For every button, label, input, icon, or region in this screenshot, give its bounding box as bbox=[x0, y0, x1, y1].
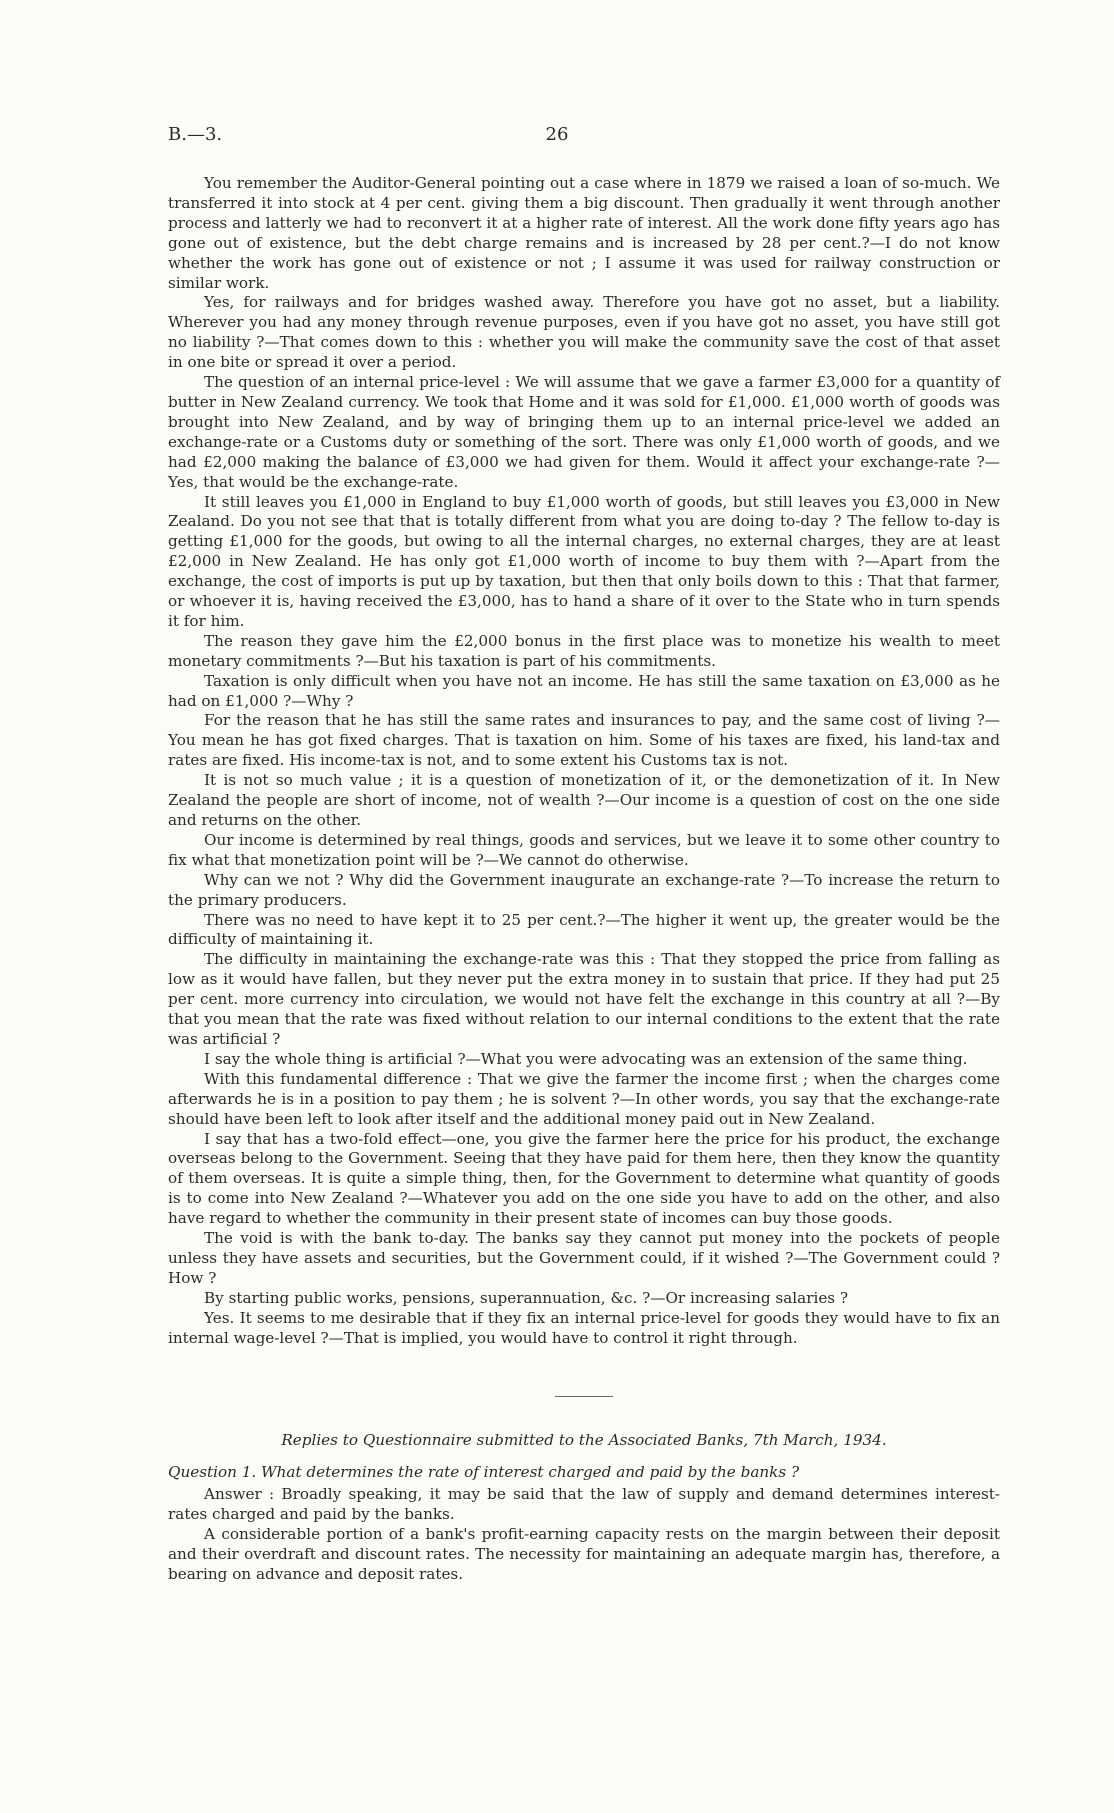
page-header bbox=[168, 124, 946, 150]
paragraph: The void is with the bank to-day. The banks say they cannot put money into the pockets of people unless they have assets and securities, but the Government could, if it wished ?—The Government could ? How ? bbox=[168, 1229, 1000, 1287]
section-title: Replies to Questionnaire submitted to the Associated Banks, 7th March, 1934. bbox=[281, 1431, 887, 1450]
paragraph: I say that has a two-fold effect—one, you give the farmer here the price for his product, the exchange overseas belong to the Government. Seeing that they have paid for them here, then they know the quantity of them overseas. It is quite a simple thing, then, for the Government to determine what quantity of goods is to come into New Zealand ?—Whatever you add on the one side you have to add on the other, and also have regard to whether the community in their present state of incomes can buy those goods. bbox=[168, 1129, 1000, 1228]
paragraph: It is not so much value ; it is a question of monetization of it, or the demonetization of it. In New Zealand the people are short of income, not of wealth ?—Our income is a question of cost on the one side and returns on the other. bbox=[168, 771, 1000, 829]
paragraph: I say the whole thing is artificial ?—What you were advocating was an extension of the same thing. bbox=[204, 1049, 968, 1068]
paragraph: Our income is determined by real things, goods and services, but we leave it to some other country to fix what that monetization point will be ?—We cannot do otherwise. bbox=[168, 830, 1000, 869]
paragraph: For the reason that he has still the same rates and insurances to pay, and the same cost of living ?—You mean he has got fixed charges. That is taxation on him. Some of his taxes are fixed, his land-tax and rates are fixed. His income-tax is not, and to some extent his Customs tax is not. bbox=[168, 711, 1000, 770]
paragraph: Why can we not ? Why did the Government inaugurate an exchange-rate ?—To increase the return to the primary producers. bbox=[168, 870, 1000, 909]
paragraph: You remember the Auditor-General pointing out a case where in 1879 we raised a loan of so-much. We transferred it into stock at 4 per cent. giving them a big discount. Then gradually it went through another process and latterly we had to reconvert it at a higher rate of interest. All the work done fifty years ago has gone out of existence, but the debt charge remains and is increased by 28 per cent.?—I do not know whether the work has gone out of existence or not ; I assume it was used for railway construction or similar work. bbox=[168, 174, 1000, 292]
paragraph: Answer : Broadly speaking, it may be said that the law of supply and demand determines interest-rates charged and paid by the banks. bbox=[168, 1485, 1000, 1524]
paragraph: Yes, for railways and for bridges washed away. Therefore you have got no asset, but a liability. Wherever you had any money through revenue purposes, even if you have got no asset, you have still got no liability ?—That comes down to this : whether you will make the community save the cost of that asset in one bite or spread it over a period. bbox=[168, 293, 1000, 372]
section-divider bbox=[555, 1396, 613, 1397]
paragraph: Taxation is only difficult when you have not an income. He has still the same taxation on £3,000 as he had on £1,000 ?—Why ? bbox=[168, 671, 1000, 710]
paragraph: The reason they gave him the £2,000 bonus in the first place was to monetize his wealth to meet monetary commitments ?—But his taxation is part of his commitments. bbox=[168, 631, 1000, 670]
paragraph: It still leaves you £1,000 in England to buy £1,000 worth of goods, but still leaves you £3,000 in New Zealand. Do you not see that that is totally different from what you are doing to-day ? The fellow to-day is getting £1,000 for the goods, but owing to all the internal charges, no external charges, they are at least £2,000 in New Zealand. He has only got £1,000 worth of income to buy them with ?—Apart from the exchange, the cost of imports is put up by taxation, but then that only boils down to this : That that farmer, or whoever it is, having received the £3,000, has to hand a share of it over to the State who in turn spends it for him. bbox=[168, 492, 1000, 630]
paragraph: With this fundamental difference : That we give the farmer the income first ; when the charges come afterwards he is in a position to pay them ; he is solvent ?—In other words, you say that the exchange-rate should have been left to look after itself and the additional money paid out in New Zealand. bbox=[168, 1069, 1000, 1128]
paragraph: A considerable portion of a bank's profit-earning capacity rests on the margin between their deposit and their overdraft and discount rates. The necessity for maintaining an adequate margin has, therefore, a bearing on advance and deposit rates. bbox=[168, 1525, 1000, 1583]
page-number: 26 bbox=[545, 124, 569, 145]
paragraph: By starting public works, pensions, superannuation, &c. ?—Or increasing salaries ? bbox=[204, 1288, 849, 1307]
question-heading: Question 1. What determines the rate of interest charged and paid by the banks ? bbox=[168, 1463, 800, 1482]
paragraph: The question of an internal price-level : We will assume that we gave a farmer £3,000 for a quantity of butter in New Zealand currency. We took that Home and it was sold for £1,000. £1,000 worth of goods was brought into New Zealand, and by way of bringing them up to an internal price-level we added an exchange-rate or a Customs duty or something of the sort. There was only £1,000 worth of goods, and we had £2,000 making the balance of £3,000 we had given for them. Would it affect your exchange-rate ?—Yes, that would be the exchange-rate. bbox=[168, 373, 1000, 491]
body-text bbox=[168, 174, 1000, 1585]
document-reference: B.—3. bbox=[168, 124, 223, 145]
paragraph: There was no need to have kept it to 25 per cent.?—The higher it went up, the greater would be the difficulty of maintaining it. bbox=[168, 910, 1000, 949]
paragraph: The difficulty in maintaining the exchange-rate was this : That they stopped the price from falling as low as it would have fallen, but they never put the extra money in to sustain that price. If they had put 25 per cent. more currency into circulation, we would not have felt the exchange in this country at all ?—By that you mean that the rate was fixed without relation to our internal conditions to the extent that the rate was artificial ? bbox=[168, 950, 1000, 1048]
paragraph: Yes. It seems to me desirable that if they fix an internal price-level for goods they would have to fix an internal wage-level ?—That is implied, you would have to control it right through. bbox=[168, 1308, 1000, 1347]
